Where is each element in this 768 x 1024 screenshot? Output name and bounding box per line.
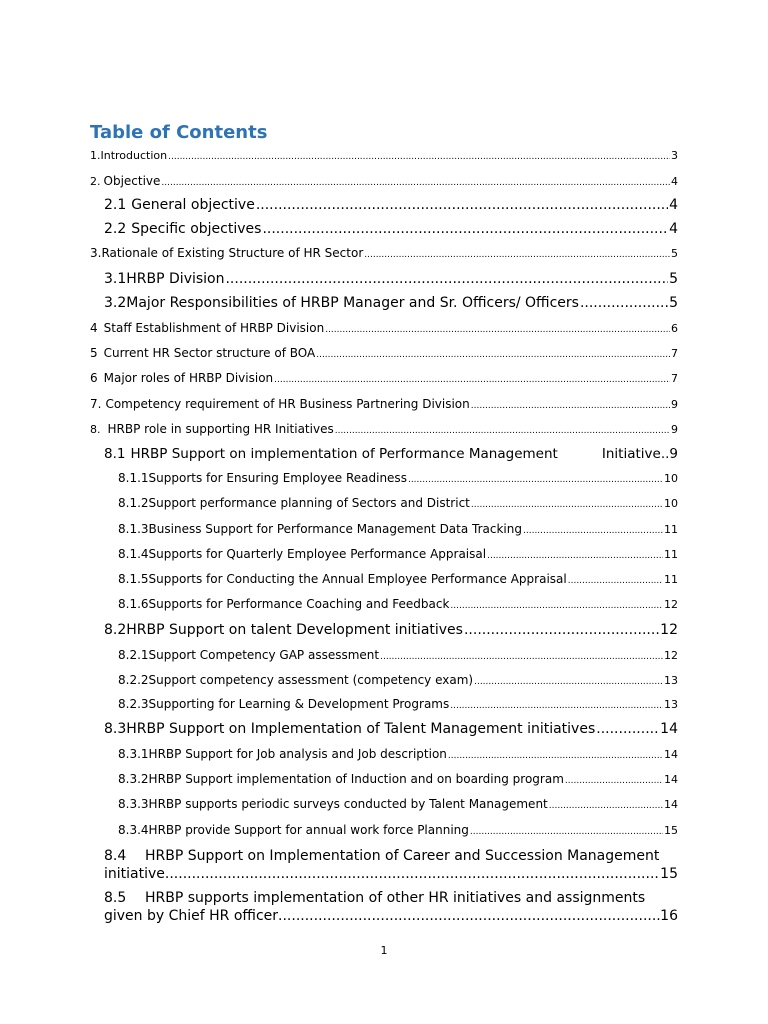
toc-entry-title: HRBP supports implementation of other HR initiatives and assignments: [145, 890, 646, 906]
toc-entry-page: 5: [669, 295, 678, 311]
toc-entry-page: 14: [664, 798, 678, 811]
toc-leader-dots: ..: [660, 446, 670, 462]
toc-leader-dots: [256, 197, 668, 213]
toc-entry-number: 3.1: [104, 271, 127, 287]
toc-entry-2-1[interactable]: [104, 197, 678, 213]
toc-leader-dots: [278, 907, 660, 925]
toc-entry-page: 11: [664, 573, 678, 586]
toc-entry-8-3-4[interactable]: [118, 823, 678, 837]
toc-entry-number: 8.1: [104, 446, 126, 462]
toc-entry-title: Supports for Conducting the Annual Employee Performance Appraisal: [148, 572, 567, 586]
toc-leader-dots: [364, 250, 670, 260]
toc-entry-8-1[interactable]: [104, 446, 678, 462]
toc-entry-title: Support performance planning of Sectors and District: [148, 496, 470, 510]
toc-entry-6[interactable]: [90, 371, 678, 385]
toc-leader-dots: [565, 776, 663, 786]
toc-entry-title: Supports for Ensuring Employee Readiness: [148, 471, 407, 485]
toc-entry-number: 8.1.3: [118, 522, 149, 536]
toc-entry-number: 8.2.1: [118, 648, 149, 662]
toc-leader-dots: [161, 178, 670, 188]
toc-leader-dots: [225, 271, 668, 287]
toc-leader-dots: [596, 721, 659, 737]
toc-entry-number: 8.5: [104, 890, 127, 906]
toc-entry-page: 12: [664, 598, 678, 611]
toc-entry-title: HRBP provide Support for annual work force Planning: [148, 823, 469, 837]
toc-entry-title: HRBP Division: [126, 271, 225, 287]
toc-entry-number: 4: [90, 321, 98, 335]
toc-entry-number: 2.1: [104, 197, 127, 213]
toc-entry-number: 1.: [90, 149, 101, 162]
toc-entry-number: 8.1.1: [118, 471, 149, 485]
toc-entry-number: 8.3.2: [118, 772, 149, 786]
toc-entry-page: 14: [660, 721, 678, 737]
toc-entry-number: 8.3: [104, 721, 127, 737]
toc-entry-page: 7: [671, 372, 678, 385]
toc-entry-8-3-3[interactable]: [118, 797, 678, 811]
toc-entry-8[interactable]: [90, 422, 678, 436]
toc-entry-4[interactable]: [90, 321, 678, 335]
toc-entry-number: 8.2.3: [118, 697, 149, 711]
toc-entry-page: 9: [669, 446, 678, 462]
toc-entry-page: 13: [664, 698, 678, 711]
toc-entry-number: 8.1.4: [118, 547, 149, 561]
toc-entry-5[interactable]: [90, 346, 678, 360]
toc-entry-8-2-3[interactable]: [118, 697, 678, 711]
toc-entry-3[interactable]: [90, 246, 678, 260]
toc-entry-title: Support Competency GAP assessment: [148, 648, 380, 662]
toc-entry-page: 4: [669, 197, 678, 213]
toc-entry-title: General objective: [131, 197, 255, 213]
toc-entry-title: Support competency assessment (competency exam): [148, 673, 474, 687]
toc-entry-8-3-2[interactable]: [118, 772, 678, 786]
toc-entry-8-1-5[interactable]: [118, 572, 678, 586]
toc-leader-dots: [316, 350, 670, 360]
toc-leader-dots: [464, 622, 659, 638]
toc-entry-page: 15: [660, 866, 678, 882]
toc-entry-page: 5: [669, 271, 678, 287]
toc-entry-page: 10: [664, 472, 678, 485]
toc-entry-page: 12: [664, 649, 678, 662]
toc-entry-number: 8.3.4: [118, 823, 149, 837]
toc-entry-number: 2.: [90, 175, 101, 188]
toc-entry-title: Major roles of HRBP Division: [103, 371, 274, 385]
toc-entry-number: 8.1.5: [118, 572, 149, 586]
toc-entry-title: HRBP role in supporting HR Initiatives: [107, 422, 334, 436]
toc-entry-title: HRBP Support implementation of Induction and on boarding program: [148, 772, 564, 786]
toc-entry-page: 12: [660, 622, 678, 638]
toc-entry-title: Competency requirement of HR Business Partnering Division: [105, 397, 470, 411]
toc-entry-title: HRBP Support on talent Development initiatives: [126, 622, 463, 638]
toc-entry-3-1[interactable]: [104, 271, 678, 287]
toc-entry-8-1-2[interactable]: [118, 496, 678, 510]
toc-leader-dots: [471, 500, 663, 510]
toc-entry-title: Supports for Quarterly Employee Performance Appraisal: [148, 547, 487, 561]
toc-entry-number: 5: [90, 346, 98, 360]
toc-entry-page: 10: [664, 497, 678, 510]
toc-entry-title: Supporting for Learning & Development Programs: [148, 697, 450, 711]
toc-leader-dots: [474, 677, 663, 687]
toc-entry-page: 4: [671, 175, 678, 188]
toc-entry-title: Objective: [103, 174, 161, 188]
toc-entry-page: 5: [671, 247, 678, 260]
toc-entry-8-3-1[interactable]: [118, 747, 678, 761]
toc-leader-dots: [274, 375, 670, 385]
toc-entry-title-continued: initiative: [104, 866, 165, 882]
toc-entry-1[interactable]: [90, 149, 678, 162]
toc-entry-number: 8.2: [104, 622, 127, 638]
toc-entry-number: 8.1.6: [118, 597, 149, 611]
toc-leader-dots: [568, 576, 663, 586]
toc-entry-number: 3.2: [104, 295, 127, 311]
toc-leader-dots: [487, 551, 663, 561]
toc-leader-dots: [448, 751, 663, 761]
toc-entry-page: 14: [664, 773, 678, 786]
toc-entry-title: Supports for Performance Coaching and Feedback: [148, 597, 450, 611]
toc-entry-title: Current HR Sector structure of BOA: [103, 346, 316, 360]
toc-entry-title: HRBP Support on implementation of Performance Management: [130, 446, 558, 462]
toc-entry-8-1-3[interactable]: [118, 522, 678, 536]
toc-leader-dots: [262, 221, 668, 237]
toc-title: Table of Contents: [90, 122, 268, 143]
toc-entry-page: 4: [669, 221, 678, 237]
toc-entry-page: 11: [664, 523, 678, 536]
toc-leader-dots: [580, 295, 668, 311]
toc-leader-dots: [325, 325, 670, 335]
toc-entry-8-2-2[interactable]: [118, 673, 678, 687]
toc-entry-title-continued: Initiative: [601, 446, 661, 462]
toc-leader-dots: [380, 652, 663, 662]
toc-leader-dots: [523, 526, 663, 536]
toc-entry-title: Rationale of Existing Structure of HR Sector: [101, 246, 364, 260]
toc-leader-dots: [335, 426, 670, 436]
toc-entry-title: Introduction: [100, 149, 168, 162]
toc-entry-title: Business Support for Performance Management Data Tracking: [148, 522, 522, 536]
toc-entry-number: 2.2: [104, 221, 127, 237]
toc-entry-number: 8.2.2: [118, 673, 149, 687]
toc-entry-page: 9: [671, 423, 678, 436]
toc-entry-8-3[interactable]: [104, 721, 678, 737]
toc-entry-number: 7.: [90, 397, 102, 411]
toc-leader-dots: [470, 827, 663, 837]
toc-entry-page: 9: [671, 398, 678, 411]
toc-entry-number: 6: [90, 371, 98, 385]
toc-entry-number: 8.3.1: [118, 747, 149, 761]
toc-leader-dots: [471, 401, 670, 411]
toc-entry-title: Specific objectives: [131, 221, 262, 237]
toc-entry-8-2[interactable]: [104, 622, 678, 638]
toc-leader-dots: [450, 601, 663, 611]
toc-entry-title-continued: given by Chief HR officer: [104, 908, 279, 924]
toc-entry-number: 8.3.3: [118, 797, 149, 811]
toc-entry-number: 8.: [90, 423, 101, 436]
toc-entry-title: Staff Establishment of HRBP Division: [103, 321, 325, 335]
toc-leader-dots: [450, 701, 663, 711]
toc-entry-8-4[interactable]: [104, 847, 678, 883]
toc-entry-page: 6: [671, 322, 678, 335]
toc-entry-8-1-6[interactable]: [118, 597, 678, 611]
toc-entry-title: HRBP Support on Implementation of Talent Management initiatives: [126, 721, 596, 737]
toc-entry-page: 16: [660, 908, 678, 924]
toc-leader-dots: [549, 801, 663, 811]
toc-entry-page: 13: [664, 674, 678, 687]
toc-entry-page: 7: [671, 347, 678, 360]
toc-entry-page: 3: [671, 149, 678, 162]
toc-entry-number: 8.1.2: [118, 496, 149, 510]
toc-entry-8-2-1[interactable]: [118, 648, 678, 662]
toc-leader-dots: [408, 475, 663, 485]
toc-entry-title: HRBP Support on Implementation of Career and Succession Management: [145, 848, 660, 864]
toc-entry-title: HRBP supports periodic surveys conducted by Talent Management: [148, 797, 548, 811]
toc-entry-3-2[interactable]: [104, 295, 678, 311]
toc-entry-page: 14: [664, 748, 678, 761]
toc-entry-2-2[interactable]: [104, 221, 678, 237]
toc-entry-page: 11: [664, 548, 678, 561]
page-number: 1: [380, 944, 388, 957]
toc-leader-dots: [165, 865, 660, 883]
toc-entry-title: Major Responsibilities of HRBP Manager and Sr. Officers/ Officers: [126, 295, 579, 311]
toc-entry-page: 15: [664, 824, 678, 837]
toc-entry-2[interactable]: [90, 174, 678, 188]
toc-entry-8-5[interactable]: [104, 889, 678, 925]
toc-entry-number: 3.: [90, 246, 102, 260]
toc-entry-title: HRBP Support for Job analysis and Job description: [148, 747, 447, 761]
toc-leader-dots: [168, 152, 670, 162]
toc-entry-7[interactable]: [90, 397, 678, 411]
toc-entry-8-1-4[interactable]: [118, 547, 678, 561]
toc-entry-8-1-1[interactable]: [118, 471, 678, 485]
toc-entry-number: 8.4: [104, 848, 127, 864]
